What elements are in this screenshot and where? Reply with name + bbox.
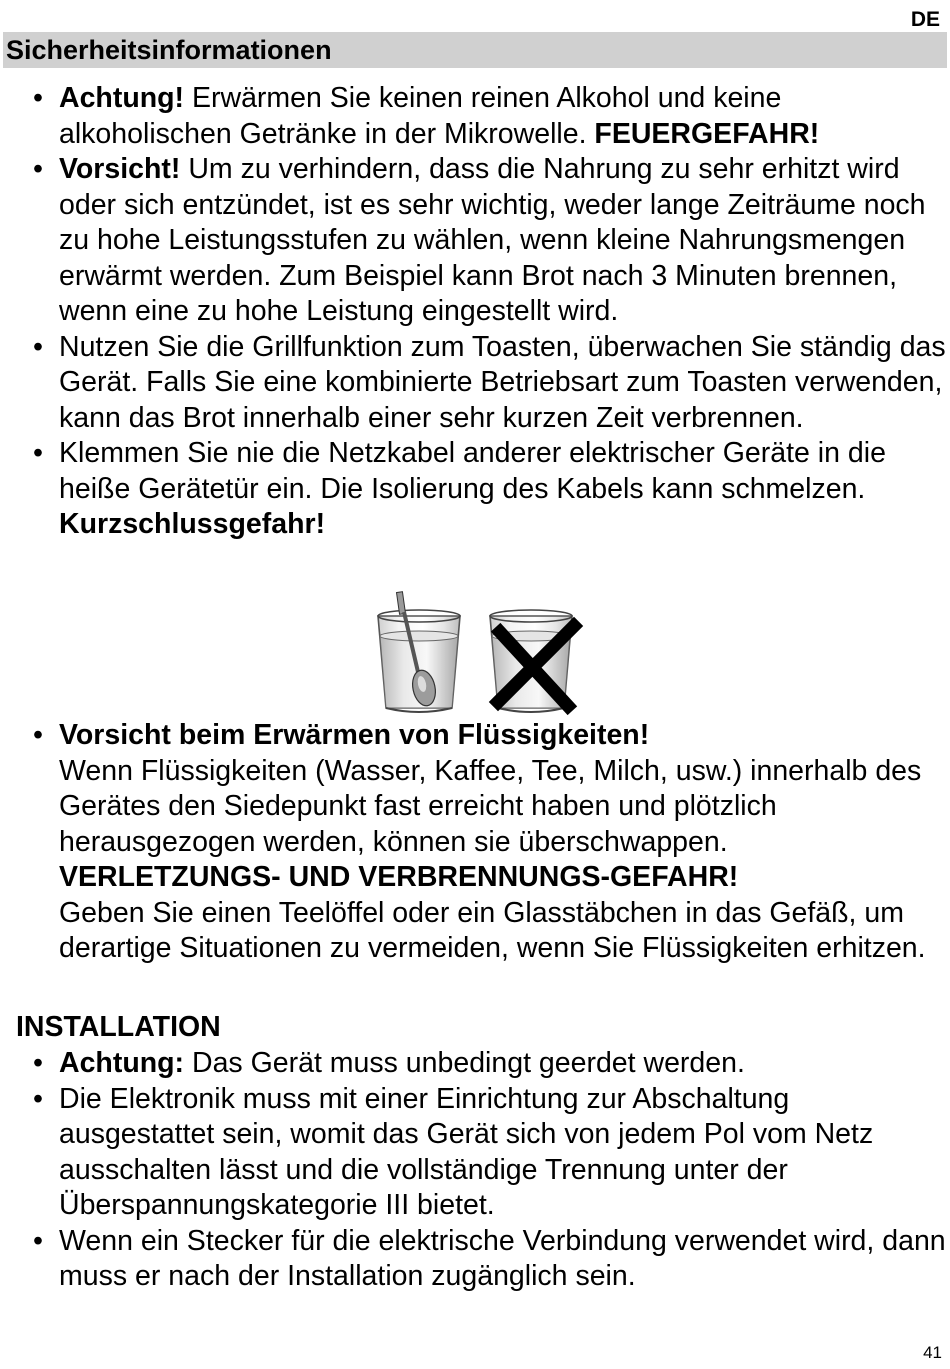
bullet: • bbox=[33, 1082, 43, 1115]
item-text: Wenn ein Stecker für die elektrische Verbindung verwendet wird, dann muss er nach der Installation zugänglich sein. bbox=[59, 1224, 946, 1292]
item-lead: Vorsicht beim Erwärmen von Flüssigkeiten! bbox=[59, 719, 650, 751]
item-warning: FEUERGEFAHR! bbox=[594, 117, 820, 150]
bullet: • bbox=[33, 82, 43, 114]
item-text: Nutzen Sie die Grillfunktion zum Toasten, überwachen Sie ständig das Gerät. Falls Sie eine kombinierte Betriebsart zum Toasten verwenden, kann das Brot innerhalb einer sehr kurzen Zeit verbrennen. bbox=[59, 330, 946, 434]
item-text: Um zu verhindern, dass die Nahrung zu sehr erhitzt wird oder sich entzündet, ist es sehr wichtig, weder lange Zeiträume noch zu hohe Leistungsstufen zu wählen, wenn kleine Nahrungsmengen erwärmt werden. Zum Beispiel kann Brot nach 3 Minuten brennen, wenn eine zu hohe Leistung eingestellt wird. bbox=[59, 153, 926, 327]
item-lead: Vorsicht! bbox=[59, 153, 181, 185]
item-text: Klemmen Sie nie die Netzkabel anderer elektrischer Geräte in die heiße Gerätetür ein. Die Isolierung des Kabels kann schmelzen. bbox=[59, 437, 886, 505]
item-text: Erwärmen Sie keinen reinen Alkohol und keine alkoholischen Getränke in der Mikrowelle. bbox=[59, 82, 782, 150]
bullet: • bbox=[33, 1224, 43, 1257]
list-item bbox=[0, 152, 950, 330]
item-lead: Achtung! bbox=[59, 82, 185, 114]
bullet: • bbox=[33, 153, 43, 185]
language-code: DE bbox=[910, 8, 940, 31]
bullet: • bbox=[33, 719, 43, 751]
item-lead: Achtung: bbox=[59, 1047, 185, 1079]
item-text: Geben Sie einen Teelöffel oder ein Glasstäbchen in das Gefäß, um derartige Situationen zu vermeiden, wenn Sie Flüssigkeiten erhitzen. bbox=[59, 896, 926, 964]
list-item bbox=[0, 1046, 950, 1082]
bullet: • bbox=[33, 330, 43, 363]
bullet: • bbox=[33, 437, 43, 469]
item-text: Die Elektronik muss mit einer Einrichtung zur Abschaltung ausgestattet sein, womit das Gerät sich von jedem Pol vom Netz ausschalten lässt und die vollständige Trennung unter der Überspannungskategorie III bietet. bbox=[59, 1082, 874, 1221]
list-item bbox=[0, 1224, 950, 1295]
item-warning: VERLETZUNGS- UND VERBRENNUNGS-GEFAHR! bbox=[59, 861, 739, 893]
list-item bbox=[0, 718, 950, 967]
list-item bbox=[0, 330, 950, 437]
installation-list bbox=[0, 1046, 950, 1295]
list-item bbox=[0, 436, 950, 543]
list-item bbox=[0, 81, 950, 152]
glass-spoon-illustration bbox=[368, 584, 588, 716]
liquids-warning-list bbox=[0, 718, 950, 967]
section-title: Sicherheitsinformationen bbox=[3, 32, 947, 68]
list-item bbox=[0, 1082, 950, 1224]
installation-heading: INSTALLATION bbox=[16, 1011, 221, 1043]
page-number: 41 bbox=[923, 1343, 942, 1362]
bullet: • bbox=[33, 1047, 43, 1079]
safety-list bbox=[0, 81, 950, 543]
glass-with-spoon-icon bbox=[378, 592, 460, 712]
item-warning: Kurzschlussgefahr! bbox=[59, 508, 326, 540]
item-text: Wenn Flüssigkeiten (Wasser, Kaffee, Tee, Milch, usw.) innerhalb des Gerätes den Siedepunkt fast erreicht haben und plötzlich herausgezogen werden, können sie überschwappen. bbox=[59, 754, 922, 858]
item-text: Das Gerät muss unbedingt geerdet werden. bbox=[184, 1047, 745, 1079]
